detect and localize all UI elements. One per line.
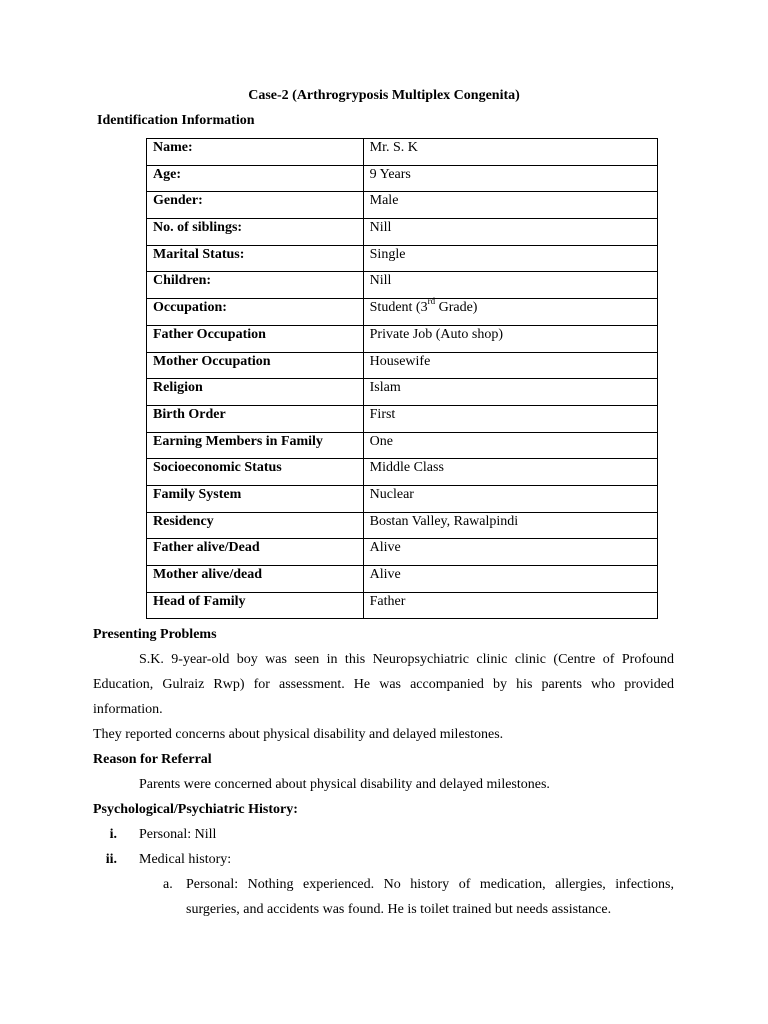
- table-value-cell: Mr. S. K: [363, 139, 657, 166]
- list-marker: i.: [109, 827, 117, 842]
- identification-heading: Identification Information: [97, 113, 255, 128]
- document-title: Case-2 (Arthrogryposis Multiplex Congenita): [248, 88, 520, 103]
- table-row: [147, 432, 658, 459]
- table-row: [147, 352, 658, 379]
- value-prefix: Student (3: [369, 300, 428, 316]
- list-item-text: Medical history:: [139, 852, 232, 867]
- history-item-personal: [93, 822, 674, 847]
- table-value-cell: Nill: [363, 272, 657, 299]
- table-value-cell: Alive: [363, 539, 657, 566]
- table-value-cell: Single: [363, 245, 657, 272]
- table-value-cell: Alive: [363, 566, 657, 593]
- table-row: [147, 245, 658, 272]
- table-value-cell: [363, 296, 657, 326]
- table-row: [147, 325, 658, 352]
- table-value-cell: Islam: [363, 379, 657, 406]
- list-marker: a.: [163, 877, 173, 892]
- table-value-cell: Private Job (Auto shop): [363, 325, 657, 352]
- list-item-text: Personal: Nill: [139, 827, 217, 842]
- table-row: [147, 459, 658, 486]
- table-label-cell: Occupation:: [147, 299, 364, 326]
- table-label-cell: No. of siblings:: [147, 219, 364, 246]
- table-label-cell: Age:: [147, 165, 364, 192]
- table-row: [147, 139, 658, 166]
- table-value-cell: Father: [363, 592, 657, 619]
- table-label-cell: Father alive/Dead: [147, 539, 364, 566]
- table-label-cell: Residency: [147, 512, 364, 539]
- table-label-cell: Religion: [147, 379, 364, 406]
- value-suffix: Grade): [435, 300, 478, 316]
- medical-history-sub-item-personal: [93, 872, 674, 922]
- table-row: [147, 405, 658, 432]
- table-label-cell: Birth Order: [147, 405, 364, 432]
- table-label-cell: Mother alive/dead: [147, 566, 364, 593]
- table-row: [147, 192, 658, 219]
- table-label-cell: Gender:: [147, 192, 364, 219]
- table-row: [147, 485, 658, 512]
- reason-for-referral-paragraph: Parents were concerned about physical disability and delayed milestones.: [139, 777, 550, 792]
- table-row: [147, 539, 658, 566]
- table-row: [147, 379, 658, 406]
- table-label-cell: Head of Family: [147, 592, 364, 619]
- table-row: [147, 592, 658, 619]
- presenting-problems-concerns: They reported concerns about physical disability and delayed milestones.: [93, 727, 504, 742]
- table-value-cell: 9 Years: [363, 165, 657, 192]
- table-value-cell: First: [363, 405, 657, 432]
- table-row: [147, 165, 658, 192]
- table-label-cell: Father Occupation: [147, 325, 364, 352]
- table-value-cell: Bostan Valley, Rawalpindi: [363, 512, 657, 539]
- table-row: [147, 272, 658, 299]
- table-value-cell: Male: [363, 192, 657, 219]
- reason-for-referral-heading: Reason for Referral: [93, 752, 212, 767]
- table-label-cell: Mother Occupation: [147, 352, 364, 379]
- table-value-cell: Nuclear: [363, 485, 657, 512]
- identification-table: [146, 138, 658, 619]
- history-heading: Psychological/Psychiatric History:: [93, 802, 298, 817]
- presenting-problems-heading: Presenting Problems: [93, 627, 217, 642]
- table-value-cell: Nill: [363, 219, 657, 246]
- table-label-cell: Name:: [147, 139, 364, 166]
- table-label-cell: Socioeconomic Status: [147, 459, 364, 486]
- table-value-cell: Middle Class: [363, 459, 657, 486]
- history-item-medical: [93, 847, 674, 872]
- list-item-text: Personal: Nothing experienced. No history of medication, allergies, infections, surgeries, and accidents was found. He is toilet trained but needs assistance.: [186, 877, 674, 917]
- table-label-cell: Family System: [147, 485, 364, 512]
- table-value-cell: Housewife: [363, 352, 657, 379]
- table-value-cell: One: [363, 432, 657, 459]
- list-marker: ii.: [105, 852, 117, 867]
- table-row: [147, 566, 658, 593]
- table-row: [147, 219, 658, 246]
- table-label-cell: Earning Members in Family: [147, 432, 364, 459]
- table-row: [147, 512, 658, 539]
- table-label-cell: Marital Status:: [147, 245, 364, 272]
- value-superscript: rd: [427, 296, 436, 307]
- table-label-cell: Children:: [147, 272, 364, 299]
- presenting-problems-paragraph: S.K. 9-year-old boy was seen in this Neuropsychiatric clinic clinic (Centre of Profound Education, Gulraiz Rwp) for assessment. He was accompanied by his parents who provided information.: [93, 652, 674, 717]
- table-row: [147, 299, 658, 326]
- main-content: [93, 622, 674, 922]
